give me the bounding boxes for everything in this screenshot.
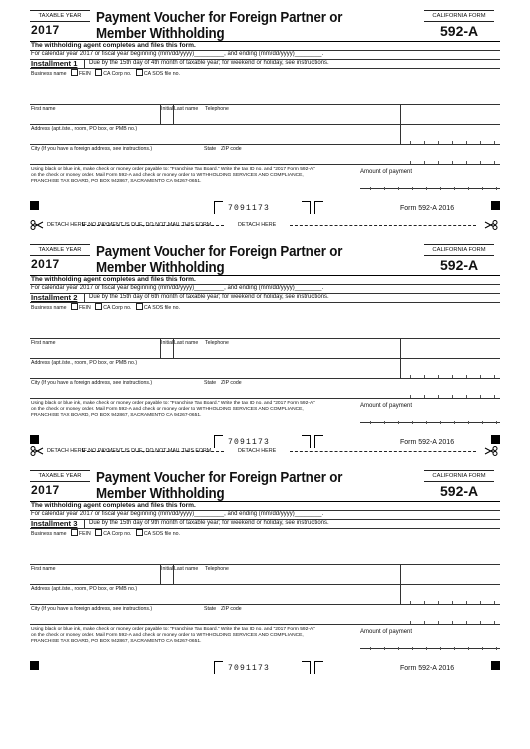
comb-tick	[452, 395, 453, 398]
comb-tick	[452, 621, 453, 624]
ca-corp-label: CA Corp no.	[103, 531, 132, 537]
divider	[400, 124, 401, 144]
registration-mark	[491, 201, 500, 210]
payment-voucher	[0, 470, 530, 675]
detach-here-left: DETACH HERE	[47, 448, 86, 454]
comb-tick	[424, 375, 425, 378]
address-label: Address (apt./ste., room, PO box, or PMB no.)	[31, 360, 138, 366]
ca-sos-label: CA SOS file no.	[143, 305, 180, 311]
first-name-field[interactable]	[31, 112, 159, 124]
comb-tick	[468, 421, 469, 424]
business-name-field[interactable]	[31, 78, 500, 104]
barcode-number: 7091173	[228, 664, 271, 673]
registration-mark	[491, 661, 500, 670]
form-title	[96, 245, 372, 276]
california-form-label: CALIFORNIA FORM	[424, 10, 494, 22]
payment-voucher	[0, 10, 530, 215]
scan-bracket	[302, 201, 311, 214]
divider	[84, 293, 85, 302]
comb-tick	[466, 161, 467, 164]
city-state-zip-field[interactable]	[31, 612, 399, 624]
calendar-year-line[interactable]: For calendar year 2017 or fiscal year beginning (mm/dd/yyyy)_________, and ending (mm/dd/yyyy)________.	[31, 51, 324, 57]
comb-tick	[480, 395, 481, 398]
state-label: State	[204, 146, 217, 152]
california-form-label: CALIFORNIA FORM	[424, 470, 494, 482]
comb-tick	[424, 161, 425, 164]
divider	[30, 624, 500, 625]
address-label: Address (apt./ste., room, PO box, or PMB no.)	[31, 586, 138, 592]
state-label: State	[204, 606, 217, 612]
installment-due-text: Due by the 15th day of 9th month of taxable year; for weekend or holiday, see instructions.	[89, 520, 329, 526]
comb-tick	[452, 601, 453, 604]
comb-tick	[398, 647, 399, 650]
registration-mark	[30, 661, 39, 670]
ca-corp-checkbox[interactable]	[95, 69, 102, 76]
divider	[400, 358, 401, 378]
no-payment-note: IF NO PAYMENT IS DUE, DO NOT MAIL THIS FORM	[82, 222, 212, 228]
fein-label: FEIN	[78, 531, 91, 537]
agent-note: The withholding agent completes and files this form.	[31, 42, 196, 49]
installment-label: Installment 2	[31, 293, 78, 302]
comb-tick	[466, 395, 467, 398]
comb-tick	[424, 621, 425, 624]
form-number: 592-A	[440, 483, 479, 499]
business-name-label: Business name	[31, 71, 67, 77]
address-field[interactable]	[31, 132, 399, 144]
ca-sos-checkbox[interactable]	[136, 303, 143, 310]
ca-sos-label: CA SOS file no.	[143, 531, 180, 537]
comb-tick	[438, 621, 439, 624]
form-number: 592-A	[440, 23, 479, 39]
divider	[30, 164, 500, 165]
first-name-label: First name	[31, 566, 56, 572]
business-name-row	[31, 529, 180, 537]
calendar-year-line[interactable]: For calendar year 2017 or fiscal year beginning (mm/dd/yyyy)_________, and ending (mm/dd/yyyy)________.	[31, 285, 324, 291]
form-title-line2: Member Withholding	[96, 485, 225, 502]
instructions-line: Using black or blue ink, make check or money order payable to: “Franchise Tax Board.” Write the tax ID no. and “2017 Form 592-A”	[31, 167, 315, 172]
mailing-instructions	[31, 167, 315, 185]
city-state-zip-field[interactable]	[31, 386, 399, 398]
address-label: Address (apt./ste., room, PO box, or PMB no.)	[31, 126, 138, 132]
registration-mark	[491, 435, 500, 444]
telephone-label: Telephone	[205, 566, 229, 572]
divider	[400, 564, 401, 584]
comb-tick	[494, 375, 495, 378]
scissors-icon	[30, 220, 44, 230]
divider	[30, 378, 500, 379]
comb-tick	[438, 395, 439, 398]
comb-tick	[412, 187, 413, 190]
comb-tick	[438, 161, 439, 164]
instructions-line: FRANCHISE TAX BOARD, PO BOX 942867, SACRAMENTO CA 94267-0651.	[31, 179, 202, 184]
form-title-line1: Payment Voucher for Foreign Partner or	[96, 470, 343, 486]
business-name-label: Business name	[31, 531, 67, 537]
business-name-field[interactable]	[31, 538, 500, 564]
comb-tick	[496, 647, 497, 650]
comb-tick	[480, 601, 481, 604]
form-title-line1: Payment Voucher for Foreign Partner or	[96, 10, 343, 26]
last-name-field[interactable]	[174, 346, 399, 358]
comb-tick	[480, 621, 481, 624]
comb-tick	[410, 395, 411, 398]
comb-tick	[466, 141, 467, 144]
scan-bracket	[214, 661, 223, 674]
divider	[30, 564, 500, 565]
form-title-line1: Payment Voucher for Foreign Partner or	[96, 244, 343, 260]
comb-tick	[384, 187, 385, 190]
business-name-label: Business name	[31, 305, 67, 311]
instructions-line: on the check or money order. Mail Form 592-A and check or money order to WITHHOLDING SERVICES AND COMPLIANCE,	[31, 633, 304, 638]
last-name-label: Last name	[174, 340, 199, 346]
amount-of-payment-field[interactable]	[360, 178, 500, 189]
first-name-field[interactable]	[31, 346, 159, 358]
ca-corp-label: CA Corp no.	[103, 71, 132, 77]
first-name-label: First name	[31, 106, 56, 112]
divider	[84, 59, 85, 68]
detach-here-right: DETACH HERE	[238, 448, 277, 454]
first-name-field[interactable]	[31, 572, 159, 584]
last-name-field[interactable]	[174, 572, 399, 584]
dash-line	[290, 451, 476, 452]
comb-tick	[426, 187, 427, 190]
dash-line	[82, 451, 224, 452]
comb-tick	[494, 141, 495, 144]
divider	[400, 104, 401, 124]
installment-due-text: Due by the 15th day of 6th month of taxable year; for weekend or holiday, see instructions.	[89, 294, 329, 300]
form-title	[96, 11, 372, 42]
divider	[30, 358, 500, 359]
comb-tick	[452, 141, 453, 144]
form-title-line2: Member Withholding	[96, 259, 225, 276]
comb-tick	[426, 421, 427, 424]
comb-tick	[440, 647, 441, 650]
fein-label: FEIN	[78, 71, 91, 77]
installment-label: Installment 3	[31, 519, 78, 528]
amount-of-payment-field[interactable]	[360, 412, 500, 423]
zip-label: ZIP code	[221, 606, 242, 612]
installment-due-text: Due by the 15th day of 4th month of taxable year; for weekend or holiday, see instructions.	[89, 60, 329, 66]
comb-tick	[480, 141, 481, 144]
scan-bracket	[314, 201, 323, 214]
divider	[30, 124, 500, 125]
ca-corp-label: CA Corp no.	[103, 305, 132, 311]
mailing-instructions	[31, 401, 315, 419]
fein-checkbox[interactable]	[71, 69, 78, 76]
detach-line	[0, 220, 530, 232]
instructions-line: FRANCHISE TAX BOARD, PO BOX 942867, SACRAMENTO CA 94267-0651.	[31, 413, 202, 418]
fein-checkbox[interactable]	[71, 529, 78, 536]
telephone-label: Telephone	[205, 340, 229, 346]
comb-tick	[384, 421, 385, 424]
comb-tick	[370, 421, 371, 424]
divider	[400, 338, 401, 358]
payment-voucher	[0, 244, 530, 449]
scan-bracket	[302, 661, 311, 674]
comb-tick	[410, 621, 411, 624]
form-title-line2: Member Withholding	[96, 25, 225, 42]
ca-corp-checkbox[interactable]	[95, 303, 102, 310]
comb-tick	[454, 187, 455, 190]
comb-tick	[424, 395, 425, 398]
tax-year: 2017	[31, 483, 60, 497]
taxable-year-label: TAXABLE YEAR	[30, 470, 90, 482]
last-name-label: Last name	[174, 566, 199, 572]
mailing-instructions	[31, 627, 315, 645]
comb-tick	[398, 421, 399, 424]
divider	[30, 398, 500, 399]
fein-checkbox[interactable]	[71, 303, 78, 310]
registration-mark	[30, 435, 39, 444]
instructions-line: Using black or blue ink, make check or money order payable to: “Franchise Tax Board.” Write the tax ID no. and “2017 Form 592-A”	[31, 627, 315, 632]
comb-tick	[480, 161, 481, 164]
initial-label: Initial	[161, 566, 174, 572]
zip-label: ZIP code	[221, 146, 242, 152]
comb-tick	[410, 161, 411, 164]
form-number: 592-A	[440, 257, 479, 273]
comb-tick	[424, 601, 425, 604]
registration-mark	[30, 201, 39, 210]
comb-tick	[494, 601, 495, 604]
comb-tick	[466, 375, 467, 378]
comb-tick	[438, 601, 439, 604]
comb-tick	[452, 375, 453, 378]
taxable-year-label: TAXABLE YEAR	[30, 244, 90, 256]
address-field[interactable]	[31, 366, 399, 378]
fein-label: FEIN	[78, 305, 91, 311]
amount-of-payment-label: Amount of payment	[360, 403, 413, 409]
agent-note: The withholding agent completes and files this form.	[31, 502, 196, 509]
instructions-line: on the check or money order. Mail Form 592-A and check or money order to WITHHOLDING SERVICES AND COMPLIANCE,	[31, 173, 304, 178]
detach-here-right: DETACH HERE	[238, 222, 277, 228]
comb-tick	[440, 187, 441, 190]
form-title	[96, 471, 372, 502]
instructions-line: Using black or blue ink, make check or money order payable to: “Franchise Tax Board.” Write the tax ID no. and “2017 Form 592-A”	[31, 401, 315, 406]
form-footer: Form 592-A 2016	[400, 205, 455, 212]
tax-year: 2017	[31, 257, 60, 271]
ca-sos-label: CA SOS file no.	[143, 71, 180, 77]
comb-tick	[466, 621, 467, 624]
comb-tick	[454, 647, 455, 650]
first-name-label: First name	[31, 340, 56, 346]
comb-tick	[398, 187, 399, 190]
comb-tick	[410, 601, 411, 604]
comb-tick	[438, 375, 439, 378]
comb-tick	[412, 421, 413, 424]
comb-tick	[496, 187, 497, 190]
divider	[30, 104, 500, 105]
divider	[400, 584, 401, 604]
scissors-icon	[30, 446, 44, 456]
business-name-row	[31, 303, 180, 311]
detach-line	[0, 446, 530, 458]
tax-year: 2017	[31, 23, 60, 37]
california-form-label: CALIFORNIA FORM	[424, 244, 494, 256]
calendar-year-line[interactable]: For calendar year 2017 or fiscal year beginning (mm/dd/yyyy)_________, and ending (mm/dd/yyyy)________.	[31, 511, 324, 517]
comb-tick	[410, 375, 411, 378]
instructions-line: on the check or money order. Mail Form 592-A and check or money order to WITHHOLDING SERVICES AND COMPLIANCE,	[31, 407, 304, 412]
comb-tick	[468, 647, 469, 650]
amount-of-payment-label: Amount of payment	[360, 629, 413, 635]
scan-bracket	[314, 661, 323, 674]
address-field[interactable]	[31, 592, 399, 604]
divider	[30, 584, 500, 585]
comb-tick	[482, 187, 483, 190]
city-label: City (If you have a foreign address, see instructions.)	[31, 146, 153, 152]
scan-bracket	[214, 201, 223, 214]
comb-tick	[496, 421, 497, 424]
comb-tick	[412, 647, 413, 650]
comb-tick	[410, 141, 411, 144]
initial-label: Initial	[161, 340, 174, 346]
form-footer: Form 592-A 2016	[400, 439, 455, 446]
ca-sos-checkbox[interactable]	[136, 529, 143, 536]
ca-corp-checkbox[interactable]	[95, 529, 102, 536]
comb-tick	[424, 141, 425, 144]
comb-tick	[494, 161, 495, 164]
divider	[30, 338, 500, 339]
barcode-number: 7091173	[228, 438, 271, 447]
comb-tick	[426, 647, 427, 650]
comb-tick	[440, 421, 441, 424]
zip-label: ZIP code	[221, 380, 242, 386]
amount-of-payment-label: Amount of payment	[360, 169, 413, 175]
comb-tick	[482, 647, 483, 650]
ca-sos-checkbox[interactable]	[136, 69, 143, 76]
dash-line	[82, 225, 224, 226]
last-name-label: Last name	[174, 106, 199, 112]
comb-tick	[370, 647, 371, 650]
comb-tick	[494, 395, 495, 398]
instructions-line: FRANCHISE TAX BOARD, PO BOX 942867, SACRAMENTO CA 94267-0651.	[31, 639, 202, 644]
initial-label: Initial	[161, 106, 174, 112]
divider	[84, 519, 85, 528]
no-payment-note: IF NO PAYMENT IS DUE, DO NOT MAIL THIS FORM	[82, 448, 212, 454]
state-label: State	[204, 380, 217, 386]
amount-of-payment-field[interactable]	[360, 638, 500, 649]
city-label: City (If you have a foreign address, see instructions.)	[31, 606, 153, 612]
form-footer: Form 592-A 2016	[400, 665, 455, 672]
comb-tick	[466, 601, 467, 604]
comb-tick	[454, 421, 455, 424]
comb-tick	[468, 187, 469, 190]
dash-line	[290, 225, 476, 226]
telephone-label: Telephone	[205, 106, 229, 112]
agent-note: The withholding agent completes and files this form.	[31, 276, 196, 283]
city-state-zip-field[interactable]	[31, 152, 399, 164]
divider	[30, 144, 500, 145]
detach-here-left: DETACH HERE	[47, 222, 86, 228]
installment-label: Installment 1	[31, 59, 78, 68]
business-name-field[interactable]	[31, 312, 500, 338]
comb-tick	[452, 161, 453, 164]
comb-tick	[494, 621, 495, 624]
comb-tick	[438, 141, 439, 144]
divider	[30, 604, 500, 605]
business-name-row	[31, 69, 180, 77]
comb-tick	[384, 647, 385, 650]
comb-tick	[370, 187, 371, 190]
scissors-icon	[484, 446, 498, 456]
taxable-year-label: TAXABLE YEAR	[30, 10, 90, 22]
comb-tick	[482, 421, 483, 424]
city-label: City (If you have a foreign address, see instructions.)	[31, 380, 153, 386]
comb-tick	[480, 375, 481, 378]
last-name-field[interactable]	[174, 112, 399, 124]
barcode-number: 7091173	[228, 204, 271, 213]
scissors-icon	[484, 220, 498, 230]
